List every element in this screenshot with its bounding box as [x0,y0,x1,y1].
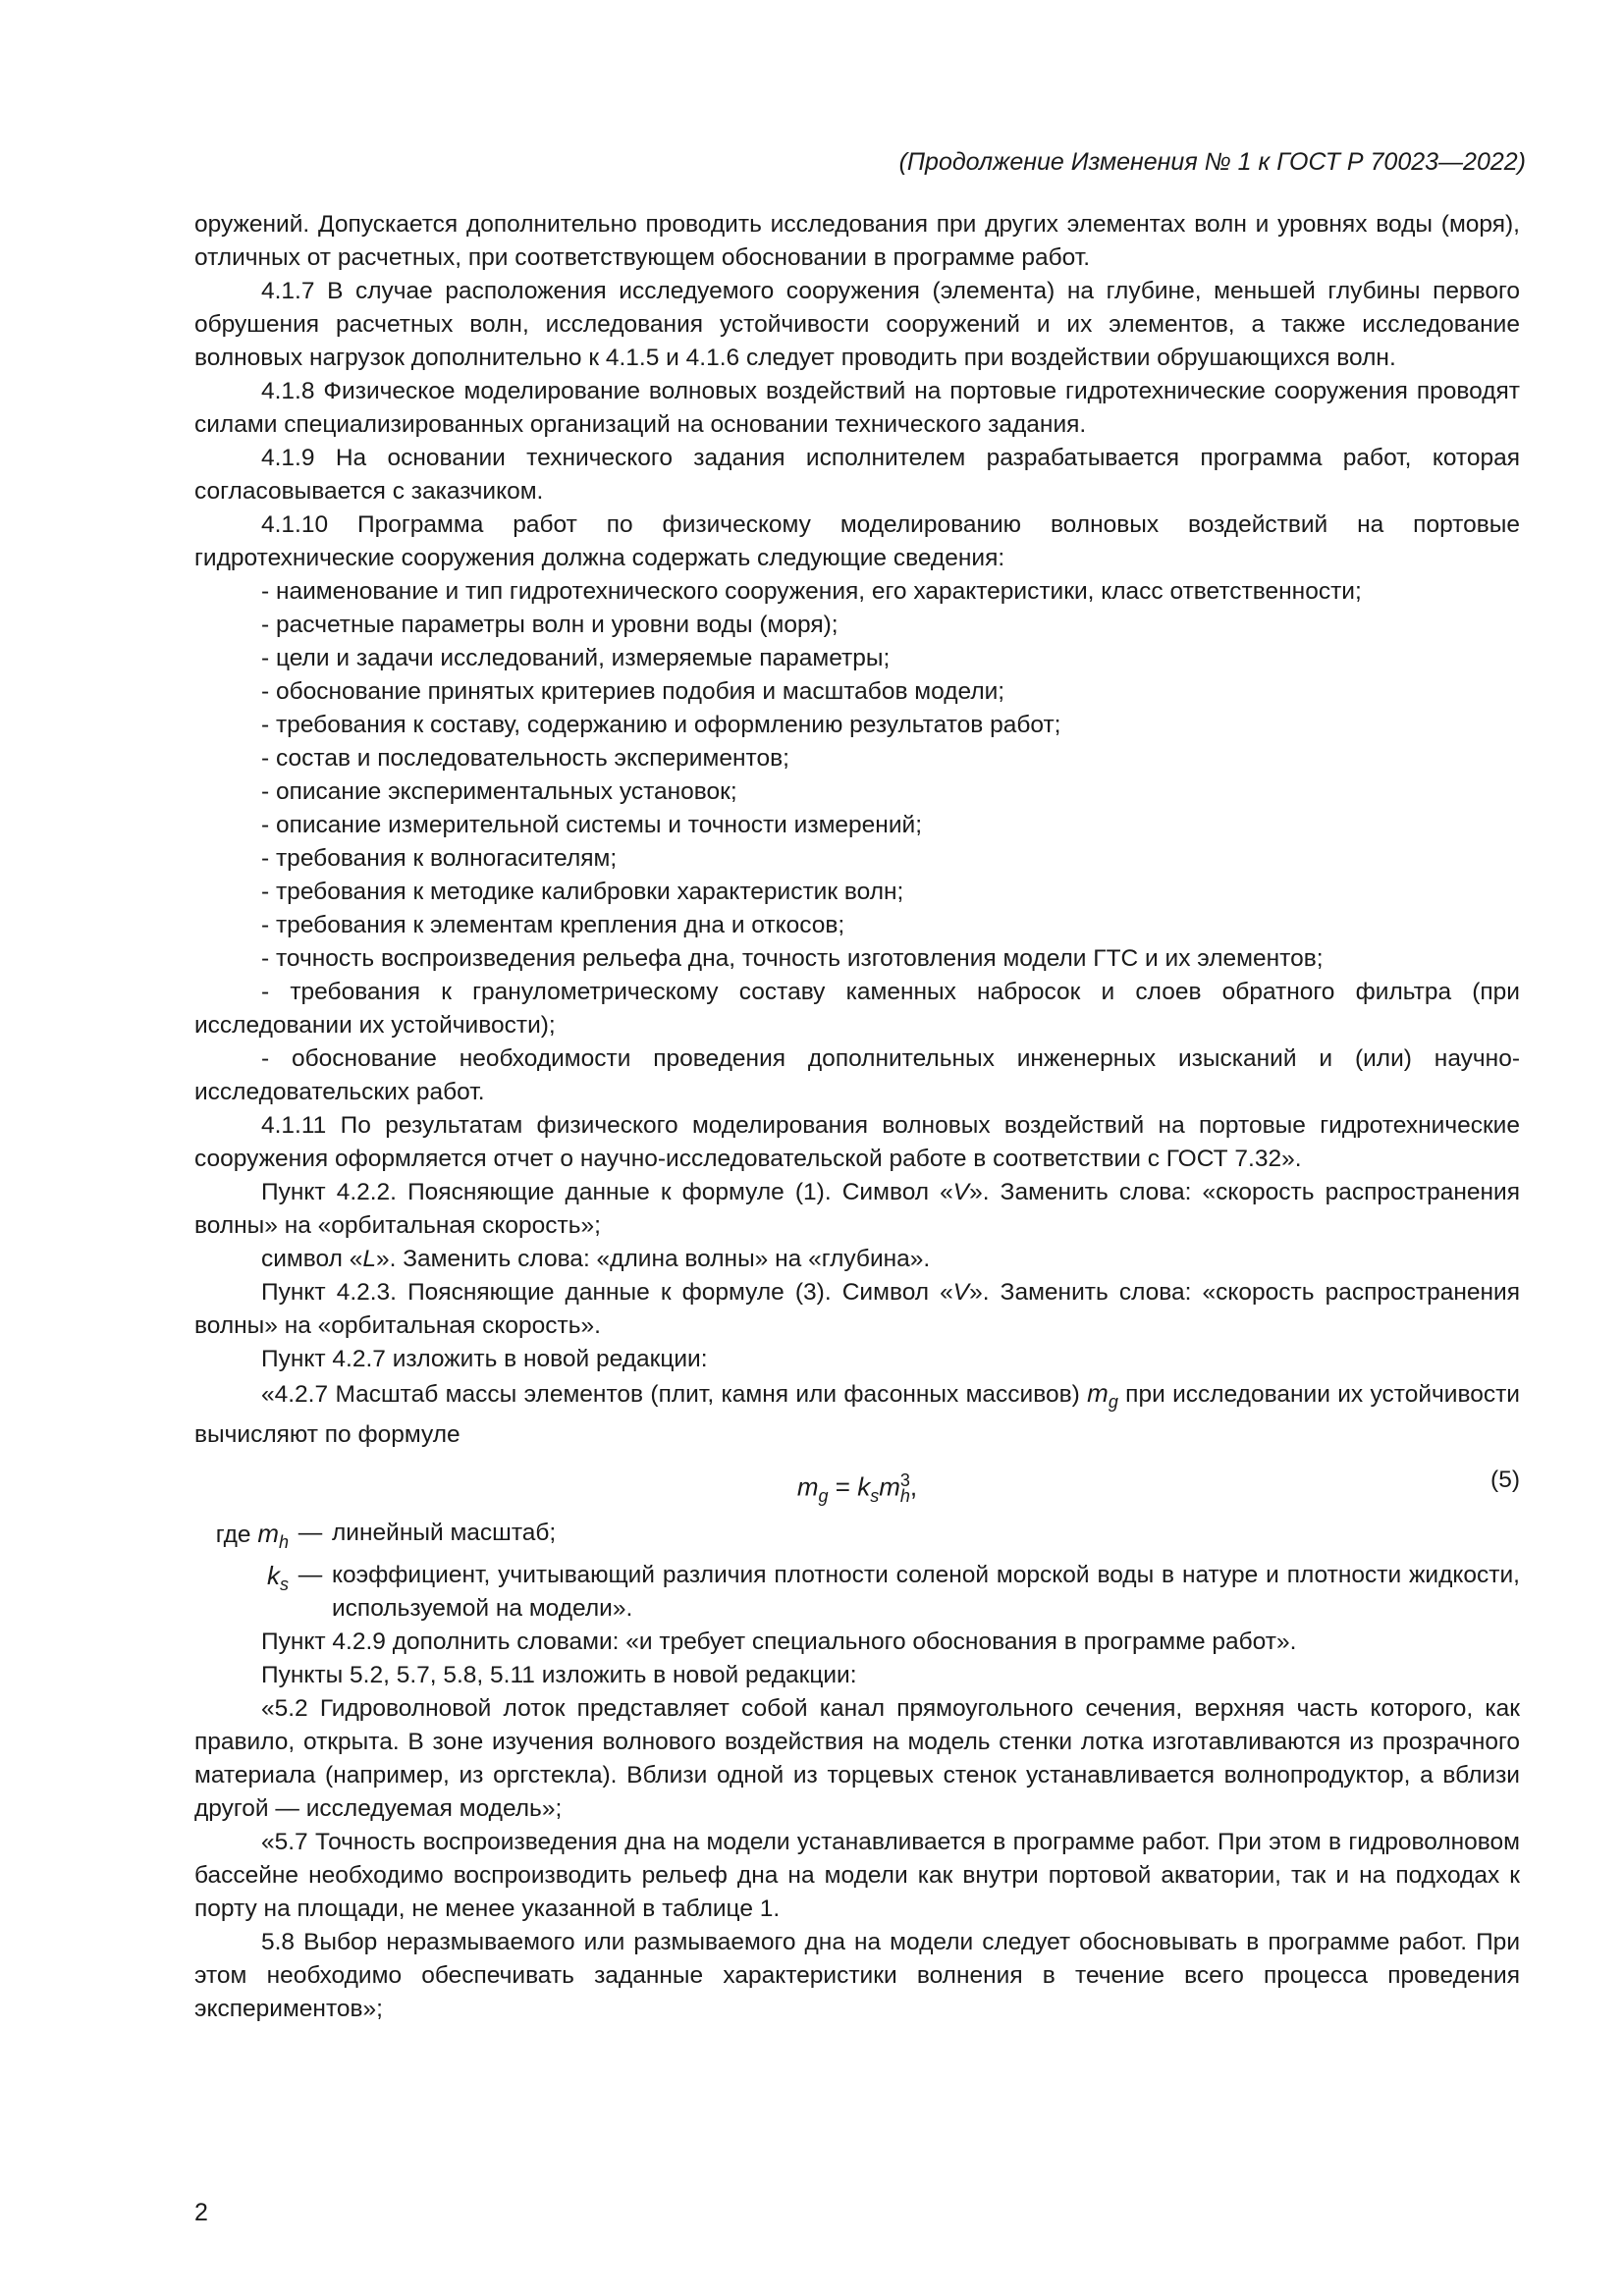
symbol-v: V [952,1279,970,1306]
formula-lhs-sub: g [818,1485,829,1506]
formula-k-sub: s [870,1485,880,1506]
list-item: - требования к методике калибровки характеристик волн; [261,879,904,905]
list-item: - обоснование необходимости проведения дополнительных инженерных изысканий и (или) научно-исследовательских работ. [194,1045,1520,1105]
definition-symbol [194,1559,289,1601]
paragraph-4-1-7: 4.1.7 В случае расположения исследуемого сооружения (элемента) на глубине, меньшей глубины первого обрушения расчетных волн, исследования устойчивости сооружений и их элементов, а также исследование волновых нагрузок дополнительно к 4.1.5 и 4.1.6 следует проводить при воздействии обрушающихся волн. [194,278,1520,371]
text-part: ». Заменить слова: «длина волны» на «глубина». [375,1246,931,1272]
formula-m-sup: 3 [899,1469,910,1490]
text-part: «4.2.7 Масштаб массы элементов (плит, камня или фасонных массивов) [261,1381,1088,1408]
paragraph-continuation: оружений. Допускается дополнительно проводить исследования при других элементах волн и уровнях воды (моря), отличных от расчетных, при соответствующем обосновании в программе работ. [194,211,1520,271]
formula-definitions [194,1517,1520,1626]
definition-dash: — [298,1561,323,1588]
document-body [194,208,1520,2026]
list-item: - наименование и тип гидротехнического сооружения, его характеристики, класс ответственности; [261,578,1362,605]
formula-equals: = [828,1471,858,1502]
text-part: при исследовании их устойчивости вычисляют по формуле [194,1381,1520,1448]
definition-symbol [194,1517,289,1559]
list-item: - цели и задачи исследований, измеряемые параметры; [261,645,891,671]
list-item: - требования к элементам крепления дна и откосов; [261,912,845,938]
list-item: - обоснование принятых критериев подобия и масштабов модели; [261,678,1005,705]
definition-text: линейный масштаб; [332,1519,557,1546]
definition-row [194,1517,1520,1559]
paragraph-5-7: «5.7 Точность воспроизведения дна на модели устанавливается в программе работ. При этом в гидроволновом бассейне необходимо воспроизводить рельеф дна на модели как внутри портовой акватории, так и на подходах к порту на площади, не менее указанной в таблице 1. [194,1828,1520,1922]
definition-sym: k [267,1560,280,1590]
paragraph-4-1-11: 4.1.11 По результатам физического моделирования волновых воздействий на портовые гидротехнические сооружения оформляется отчет о научно-исследовательской работе в соответствии с ГОСТ 7.32». [194,1112,1520,1172]
paragraph-5-2: «5.2 Гидроволновой лоток представляет собой канал прямоугольного сечения, верхняя часть которого, как правило, открыта. В зоне изучения волнового воздействия на модель стенки лотка изготавливаются из прозрачного материала (например, из оргстекла). Вблизи одной из торцевых стенок устанавливается волнопродуктор, а вблизи другой — исследуемая модель»; [194,1694,1520,1822]
formula-lhs: m [796,1471,819,1502]
symbol-l: L [362,1246,376,1272]
paragraph-4-2-3 [194,1276,1520,1343]
definition-row [194,1559,1520,1626]
paragraph-4-2-2-symbol-l [194,1243,1520,1276]
formula-k: k [857,1471,871,1502]
list-item: - точность воспроизведения рельефа дна, точность изготовления модели ГТС и их элементов; [261,945,1324,972]
paragraph-4-1-8: 4.1.8 Физическое моделирование волновых воздействий на портовые гидротехнические сооружения проводят силами специализированных организаций на основании технического задания. [194,378,1520,438]
formula-tail: , [909,1471,918,1502]
definition-dash: — [298,1519,323,1546]
page-number: 2 [194,2199,208,2226]
definition-sub: h [278,1531,289,1552]
formula-m-sub: h [899,1485,910,1506]
list-item: - требования к гранулометрическому составу каменных набросок и слоев обратного фильтра (при исследовании их устойчивости); [194,979,1520,1039]
formula-m: m [879,1471,900,1502]
symbol-m: m [1087,1378,1109,1408]
formula-5 [194,1464,1520,1513]
text-part: Пункт 4.2.2. Поясняющие данные к формуле (1). Символ « [261,1179,953,1205]
list-item: - описание экспериментальных установок; [261,778,737,805]
running-header: (Продолжение Изменения № 1 к ГОСТ Р 70023—2022) [898,148,1526,176]
list-item: - состав и последовательность экспериментов; [261,745,789,772]
list-item: - описание измерительной системы и точности измерений; [261,812,923,838]
symbol-v: V [952,1179,970,1205]
list-item: - требования к волногасителям; [261,845,618,872]
list-item: - требования к составу, содержанию и оформлению результатов работ; [261,712,1061,738]
paragraph-4-2-7-intro: Пункт 4.2.7 изложить в новой редакции: [261,1346,708,1372]
definition-prefix: где [215,1521,258,1548]
paragraph-5-8: 5.8 Выбор неразмываемого или размываемого дна на модели следует обосновывать в программе работ. При этом необходимо обеспечивать заданные характеристики волнения в течение всего процесса проведения экспериментов»; [194,1928,1520,2022]
definition-sym: m [257,1518,279,1548]
text-part: символ « [261,1246,363,1272]
text-part: ». Заменить слова: «скорость распространения волны» на «орбитальная скорость». [194,1279,1520,1339]
symbol-subscript: g [1108,1391,1118,1412]
definition-text: коэффициент, учитывающий различия плотности соленой морской воды в натуре и плотности жидкости, используемой на модели». [332,1561,1520,1622]
paragraph-4-1-10: 4.1.10 Программа работ по физическому моделированию волновых воздействий на портовые гидротехнические сооружения должна содержать следующие сведения: [194,511,1520,571]
paragraph-4-1-9: 4.1.9 На основании технического задания исполнителем разрабатывается программа работ, которая согласовывается с заказчиком. [194,445,1520,505]
paragraph-4-2-7 [194,1376,1520,1452]
paragraph-4-2-9: Пункт 4.2.9 дополнить словами: «и требует специального обоснования в программе работ». [261,1628,1297,1655]
formula-row [194,1456,1520,1507]
formula-number: (5) [1490,1466,1520,1493]
list-item: - расчетные параметры волн и уровни воды (моря); [261,612,839,638]
definition-sub: s [280,1574,289,1594]
text-part: ». Заменить слова: «скорость распространения волны» на «орбитальная скорость»; [194,1179,1520,1239]
text-part: Пункт 4.2.3. Поясняющие данные к формуле (3). Символ « [261,1279,953,1306]
paragraph-5-intro: Пункты 5.2, 5.7, 5.8, 5.11 изложить в новой редакции: [261,1661,857,1688]
paragraph-4-2-2 [194,1176,1520,1243]
